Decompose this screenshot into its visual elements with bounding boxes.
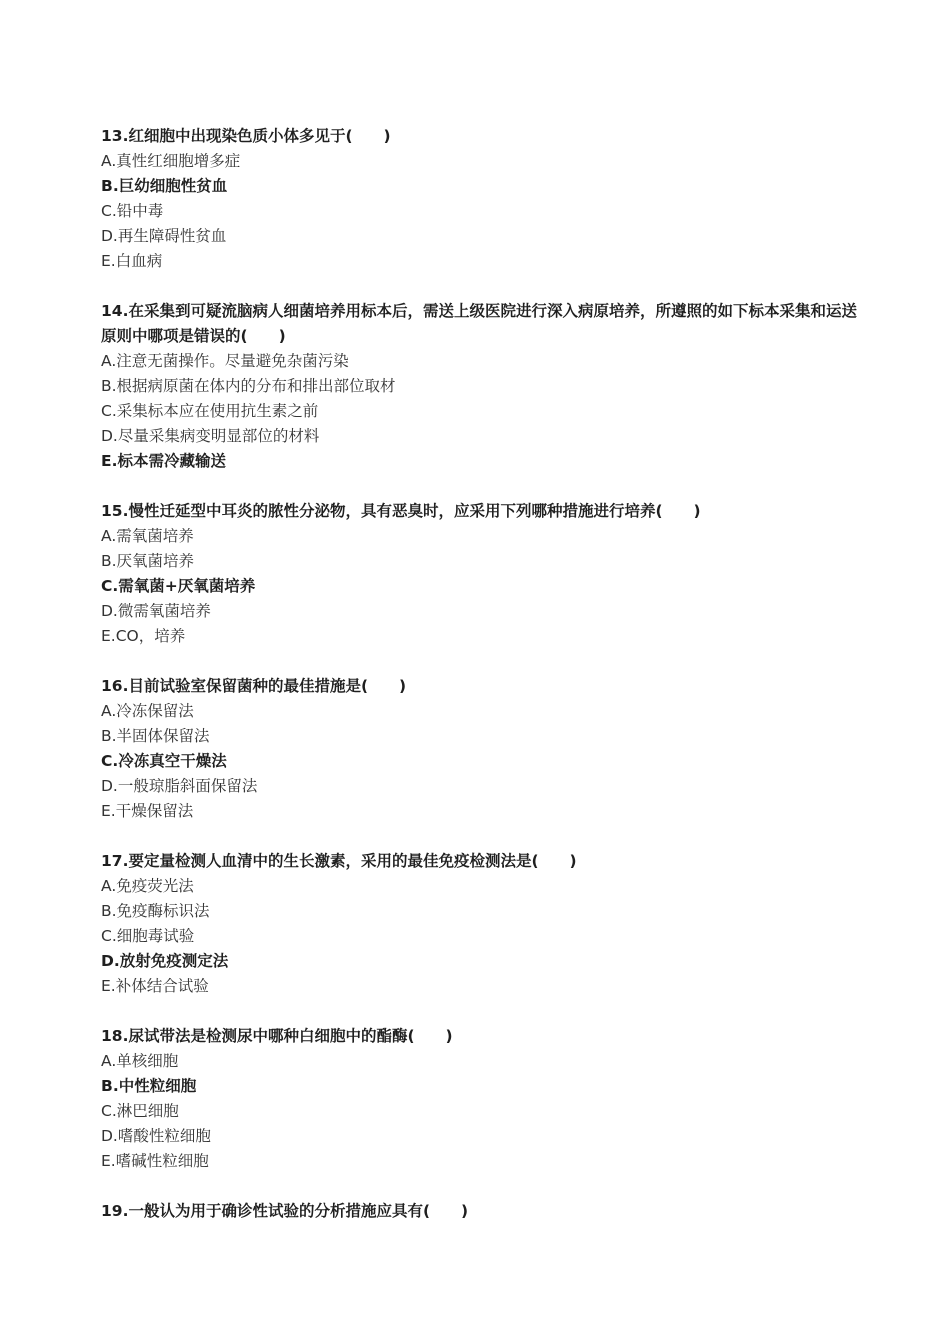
question-block — [101, 1024, 871, 1174]
answer-option: A.需氧菌培养 — [101, 527, 194, 545]
answer-option: D.尽量采集病变明显部位的材料 — [101, 427, 320, 445]
answer-option: D.嗜酸性粒细胞 — [101, 1127, 211, 1145]
answer-option: C.采集标本应在使用抗生素之前 — [101, 402, 319, 420]
answer-option: C.铅中毒 — [101, 202, 164, 220]
answer-option: B.根据病原菌在体内的分布和排出部位取材 — [101, 377, 396, 395]
question-stem: 16.目前试验室保留菌种的最佳措施是( ) — [101, 677, 407, 695]
answer-option: C.淋巴细胞 — [101, 1102, 179, 1120]
question-stem: 14.在采集到可疑流脑病人细菌培养用标本后，需送上级医院进行深入病原培养，所遵照的如下标本采集和运送原则中哪项是错误的( ) — [101, 302, 857, 345]
answer-option: C.细胞毒试验 — [101, 927, 195, 945]
question-stem: 13.红细胞中出现染色质小体多见于( ) — [101, 127, 391, 145]
answer-option: E.嗜碱性粒细胞 — [101, 1152, 209, 1170]
question-stem: 15.慢性迁延型中耳炎的脓性分泌物，具有恶臭时，应采用下列哪种措施进行培养( ) — [101, 502, 701, 520]
answer-option-correct: E.标本需冷藏输送 — [101, 452, 226, 470]
answer-option-correct: D.放射免疫测定法 — [101, 952, 229, 970]
question-block — [101, 674, 871, 824]
answer-option: E.CO，培养 — [101, 627, 186, 645]
answer-option-correct: B.中性粒细胞 — [101, 1077, 197, 1095]
answer-option: D.再生障碍性贫血 — [101, 227, 227, 245]
question-block — [101, 499, 871, 649]
answer-option: A.真性红细胞增多症 — [101, 152, 241, 170]
answer-option-correct: C.需氧菌+厌氧菌培养 — [101, 577, 256, 595]
question-block — [101, 299, 871, 474]
answer-option: B.厌氧菌培养 — [101, 552, 195, 570]
answer-option-correct: B.巨幼细胞性贫血 — [101, 177, 228, 195]
answer-option: E.补体结合试验 — [101, 977, 209, 995]
answer-option: A.冷冻保留法 — [101, 702, 194, 720]
answer-option: B.半固体保留法 — [101, 727, 210, 745]
question-list — [101, 124, 871, 1224]
answer-option: D.微需氧菌培养 — [101, 602, 211, 620]
answer-option: D.一般琼脂斜面保留法 — [101, 777, 258, 795]
answer-option-correct: C.冷冻真空干燥法 — [101, 752, 227, 770]
question-block — [101, 124, 871, 274]
answer-option: A.免疫荧光法 — [101, 877, 194, 895]
question-block — [101, 1199, 871, 1224]
question-stem: 19.一般认为用于确诊性试验的分析措施应具有( ) — [101, 1202, 469, 1220]
answer-option: B.免疫酶标识法 — [101, 902, 210, 920]
question-stem: 17.要定量检测人血清中的生长激素，采用的最佳免疫检测法是( ) — [101, 852, 577, 870]
answer-option: E.干燥保留法 — [101, 802, 194, 820]
answer-option: A.单核细胞 — [101, 1052, 179, 1070]
document-body — [101, 124, 871, 1249]
question-block — [101, 849, 871, 999]
answer-option: A.注意无菌操作。尽量避免杂菌污染 — [101, 352, 349, 370]
question-stem: 18.尿试带法是检测尿中哪种白细胞中的酯酶( ) — [101, 1027, 453, 1045]
answer-option: E.白血病 — [101, 252, 163, 270]
